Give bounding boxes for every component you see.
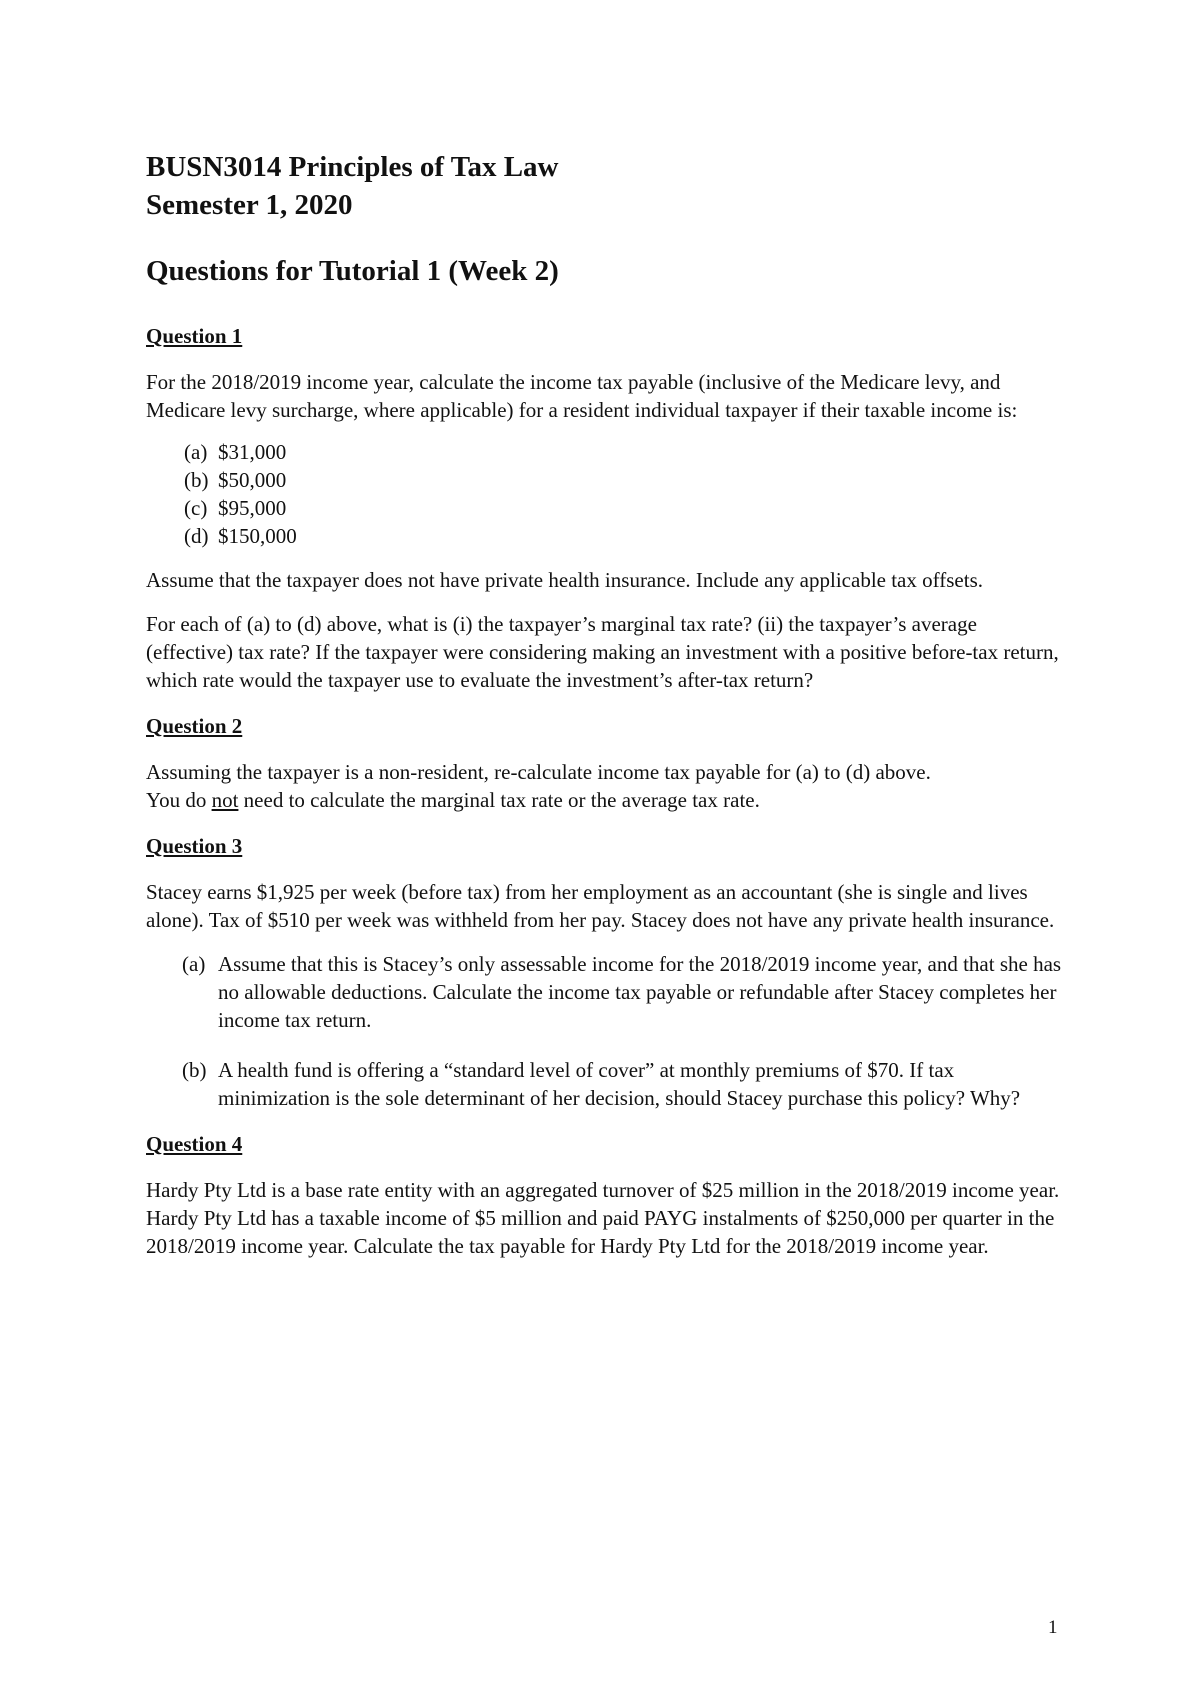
list-item-label: (a): [184, 440, 208, 464]
question-2-line-2-end: need to calculate the marginal tax rate or the average tax rate.: [238, 788, 760, 812]
question-1-followup: For each of (a) to (d) above, what is (i) the taxpayer’s marginal tax rate? (ii) the taxpayer’s average (effective) tax rate? If the taxpayer were considering making an investment with a positive before-tax return, which rate would the taxpayer use to evaluate the investment’s after-tax return?: [146, 612, 1059, 692]
list-item-text: $95,000: [218, 496, 287, 520]
question-4-body: Hardy Pty Ltd is a base rate entity with an aggregated turnover of $25 million in the 2018/2019 income year. Hardy Pty Ltd has a taxable income of $5 million and paid PAYG instalments of $250,000 per quarter in the 2018/2019 income year. Calculate the tax payable for Hardy Pty Ltd for the 2018/2019 income year.: [146, 1178, 1060, 1258]
question-2-heading: Question 2: [146, 714, 243, 738]
list-item-label: (b): [184, 468, 209, 492]
question-3-section: [146, 832, 1066, 1112]
course-title: BUSN3014 Principles of Tax Law: [146, 151, 559, 183]
semester-title: Semester 1, 2020: [146, 189, 353, 221]
question-4-section: [146, 1130, 1066, 1260]
question-1-heading: Question 1: [146, 324, 243, 348]
list-item-label: (b): [182, 1058, 207, 1082]
question-1-assumption: Assume that the taxpayer does not have private health insurance. Include any applicable tax offsets.: [146, 568, 983, 592]
question-1-section: [146, 322, 1066, 694]
list-item-label: (a): [182, 952, 206, 976]
document-body: [146, 148, 1066, 1260]
list-item-text: A health fund is offering a “standard level of cover” at monthly premiums of $70. If tax minimization is the sole determinant of her decision, should Stacey purchase this policy? Why?: [218, 1058, 1021, 1110]
question-3-parts-list: [146, 950, 1066, 1112]
question-4-heading: Question 4: [146, 1132, 243, 1156]
list-item-text: $50,000: [218, 468, 287, 492]
list-item-text: Assume that this is Stacey’s only assessable income for the 2018/2019 income year, and that she has no allowable deductions. Calculate the income tax payable or refundable after Stacey completes her income tax return.: [218, 952, 1062, 1032]
question-2-line-2-start: You do: [146, 788, 212, 812]
question-2-emphasis-not: not: [211, 788, 239, 812]
list-item: [184, 438, 1066, 466]
question-2-body: [146, 758, 1066, 814]
question-1-intro: For the 2018/2019 income year, calculate the income tax payable (inclusive of the Medicare levy, and Medicare levy surcharge, where applicable) for a resident individual taxpayer if their taxable income is:: [146, 370, 1018, 422]
question-3-heading: Question 3: [146, 834, 243, 858]
list-item: [182, 1056, 1066, 1112]
list-item-label: (d): [184, 524, 209, 548]
question-2-line-1: Assuming the taxpayer is a non-resident, re-calculate income tax payable for (a) to (d) above.: [146, 760, 931, 784]
question-2-section: [146, 712, 1066, 814]
list-item-text: $150,000: [218, 524, 297, 548]
list-item: [182, 950, 1066, 1034]
list-item: [184, 494, 1066, 522]
question-3-intro: Stacey earns $1,925 per week (before tax) from her employment as an accountant (she is single and lives alone). Tax of $510 per week was withheld from her pay. Stacey does not have any private health insurance.: [146, 880, 1055, 932]
list-item-text: $31,000: [218, 440, 287, 464]
list-item-label: (c): [184, 496, 208, 520]
question-1-income-list: [146, 438, 1066, 550]
list-item: [184, 522, 1066, 550]
page-number: 1: [1048, 1617, 1058, 1638]
list-item: [184, 466, 1066, 494]
tutorial-title: Questions for Tutorial 1 (Week 2): [146, 255, 559, 287]
